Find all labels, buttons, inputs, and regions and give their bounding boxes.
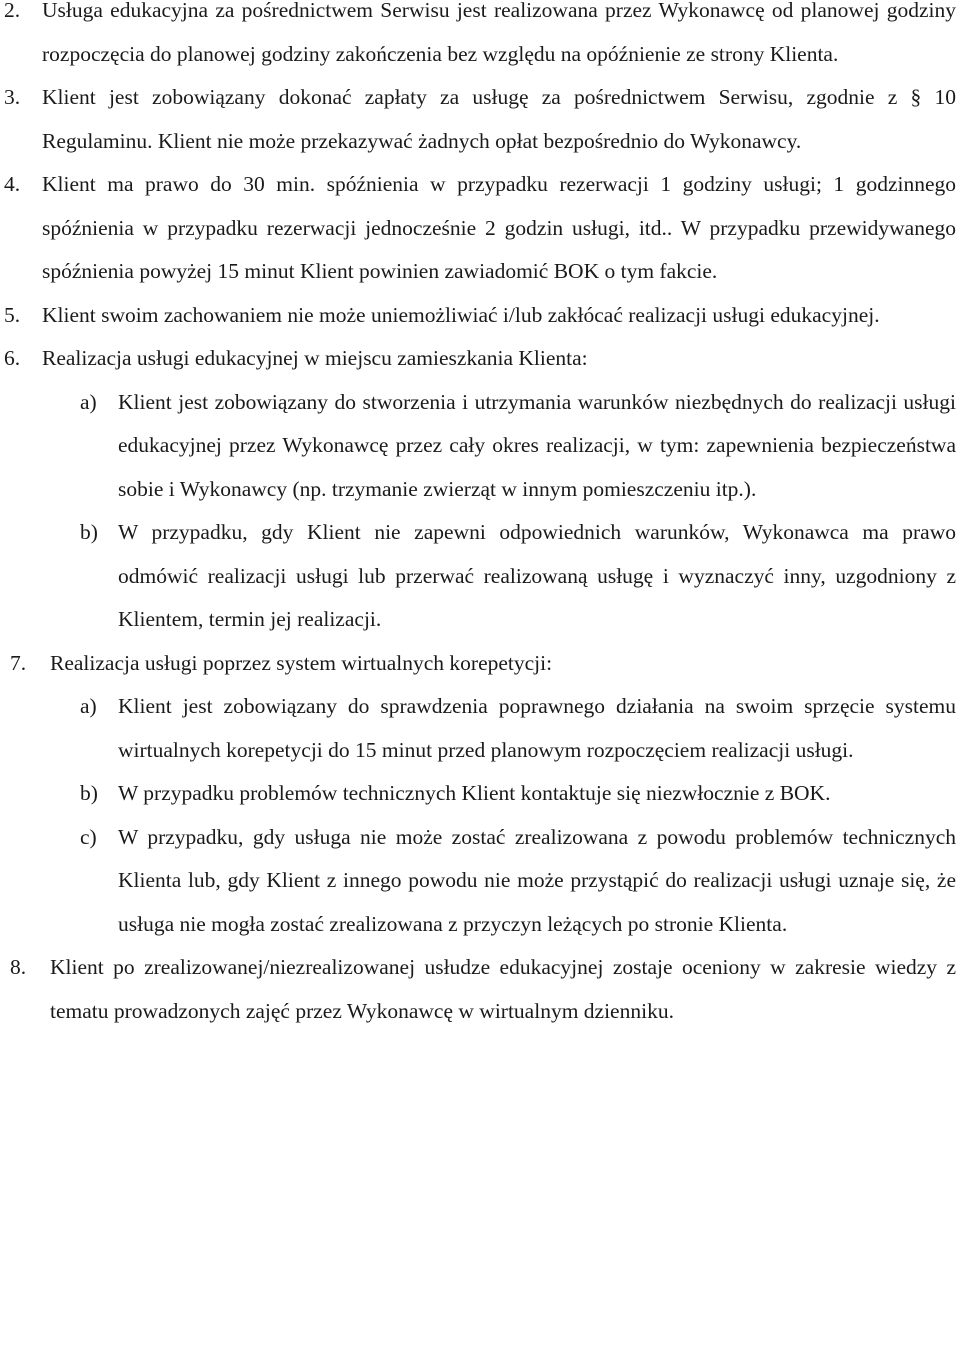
item-text: Realizacja usługi edukacyjnej w miejscu zamieszkania Klienta: <box>42 346 588 370</box>
list-item-8 <box>0 946 960 1033</box>
sub-item-text: Klient jest zobowiązany do sprawdzenia poprawnego działania na swoim sprzęcie systemu wirtualnych korepetycji do 15 minut przed planowym rozpoczęciem realizacji usługi. <box>118 694 956 762</box>
item-text: Realizacja usługi poprzez system wirtualnych korepetycji: <box>50 650 553 675</box>
item-number: 6. <box>4 346 21 370</box>
sub-item-text: Klient jest zobowiązany do stworzenia i utrzymania warunków niezbędnych do realizacji usługi edukacyjnej przez Wykonawcę przez cały okres realizacji, w tym: zapewnienia bezpieczeństwa sobie i Wykonawcy (np. trzymanie zwierząt w innym pomieszczeniu itp.). <box>118 389 956 501</box>
list-item-3 <box>0 76 960 163</box>
sub-item-7c <box>0 816 960 947</box>
item-text: Klient po zrealizowanej/niezrealizowanej usłudze edukacyjnej zostaje oceniony w zakresie wiedzy z tematu prowadzonych zajęć przez Wykonawcę w wirtualnym dzienniku. <box>50 955 956 1023</box>
item-number: 4. <box>4 172 21 196</box>
sub-item-text: W przypadku, gdy Klient nie zapewni odpowiednich warunków, Wykonawca ma prawo odmówić realizacji usługi lub przerwać realizowaną usługę i wyznaczyć inny, uzgodniony z Klientem, termin jej realizacji. <box>118 520 956 631</box>
sub-item-6a <box>0 381 960 512</box>
list-item-6 <box>0 337 960 381</box>
sub-item-mark: a) <box>80 389 97 414</box>
sub-item-mark: b) <box>80 520 98 544</box>
sub-item-mark: b) <box>80 781 98 805</box>
item-text: Usługa edukacyjna za pośrednictwem Serwisu jest realizowana przez Wykonawcę od planowej godziny rozpoczęcia do planowej godziny zakończenia bez względu na opóźnienie ze strony Klienta. <box>42 0 956 66</box>
sub-item-text: W przypadku, gdy usługa nie może zostać zrealizowana z powodu problemów technicznych Klienta lub, gdy Klient z innego powodu nie może przystąpić do realizacji usługi uznaje się, że usługa nie mogła zostać zrealizowana z przyczyn leżących po stronie Klienta. <box>118 824 956 936</box>
sub-item-7a <box>0 685 960 772</box>
sub-item-7b <box>0 772 960 816</box>
list-item-2 <box>0 0 960 76</box>
item-number: 2. <box>4 0 21 22</box>
sub-item-6b <box>0 511 960 642</box>
list-item-5 <box>0 294 960 338</box>
sub-item-mark: a) <box>80 694 97 718</box>
sub-item-mark: c) <box>80 824 97 849</box>
item-number: 7. <box>10 650 27 675</box>
item-text: Klient ma prawo do 30 min. spóźnienia w przypadku rezerwacji 1 godziny usługi; 1 godzinnego spóźnienia w przypadku rezerwacji jednocześnie 2 godzin usługi, itd.. W przypadku przewidywanego spóźnienia powyżej 15 minut Klient powinien zawiadomić BOK o tym fakcie. <box>42 172 956 283</box>
item-text: Klient swoim zachowaniem nie może uniemożliwiać i/lub zakłócać realizacji usługi edukacyjnej. <box>42 302 880 327</box>
item-number: 8. <box>10 955 27 979</box>
sub-item-text: W przypadku problemów technicznych Klient kontaktuje się niezwłocznie z BOK. <box>118 781 831 805</box>
list-item-4 <box>0 163 960 294</box>
item-number: 3. <box>4 85 21 109</box>
list-item-7 <box>0 642 960 686</box>
item-text: Klient jest zobowiązany dokonać zapłaty za usługę za pośrednictwem Serwisu, zgodnie z § 10 Regulaminu. Klient nie może przekazywać żadnych opłat bezpośrednio do Wykonawcy. <box>42 85 956 153</box>
item-number: 5. <box>4 302 21 327</box>
